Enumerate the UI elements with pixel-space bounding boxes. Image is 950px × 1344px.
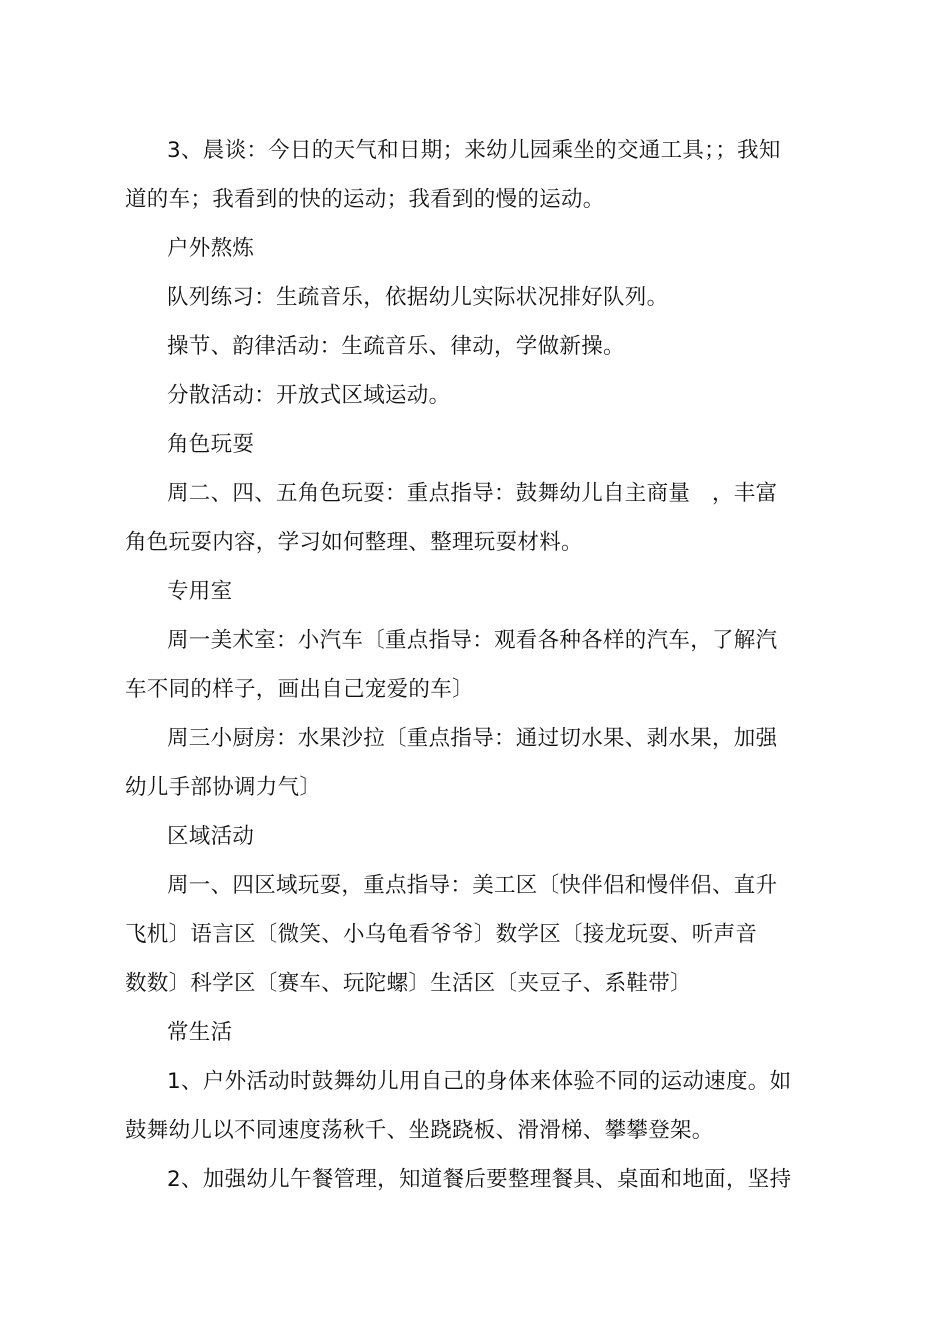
text-line: 周二、四、五角色玩耍：重点指导：鼓舞幼儿自主商量 ，丰富	[167, 481, 778, 506]
text-line: 分散活动：开放式区域运动。	[167, 383, 451, 408]
section-heading-role-play	[146, 420, 810, 469]
paragraph-outdoor-speed	[125, 1057, 810, 1155]
section-heading-special-rooms	[146, 567, 810, 616]
text-line: 常生活	[167, 1020, 233, 1045]
text-line: 周三小厨房：水果沙拉〔重点指导：通过切水果、剥水果，加强	[167, 726, 778, 751]
text-line: 操节、韵律活动：生疏音乐、律动，学做新操。	[167, 334, 625, 359]
text-line: 1、户外活动时鼓舞幼儿用自己的身体来体验不同的运动速度。如	[167, 1069, 792, 1094]
paragraph-morning-talk	[125, 126, 810, 224]
paragraph-area-play	[125, 861, 810, 1008]
section-heading-daily-life	[146, 1008, 810, 1057]
text-line: 道的车；我看到的快的运动；我看到的慢的运动。	[125, 187, 605, 212]
text-line: 鼓舞幼儿以不同速度荡秋千、坐跷跷板、滑滑梯、攀攀登架。	[125, 1118, 714, 1143]
text-line: 飞机〕语言区〔微笑、小乌龟看爷爷〕数学区〔接龙玩耍、听声音	[125, 922, 758, 947]
text-line: 角色玩耍	[167, 432, 255, 457]
document-body	[125, 126, 810, 1204]
text-line: 3、晨谈：今日的天气和日期；来幼儿园乘坐的交通工具；；我知	[167, 138, 781, 163]
text-line: 角色玩耍内容，学习如何整理、整理玩耍材料。	[125, 530, 583, 555]
text-line: 数数〕科学区〔赛车、玩陀螺〕生活区〔夹豆子、系鞋带〕	[125, 971, 692, 996]
text-line: 区域活动	[167, 824, 255, 849]
text-line: 车不同的样子，画出自己宠爱的车〕	[125, 677, 474, 702]
paragraph-queue-practice	[146, 273, 810, 322]
text-line: 队列练习：生疏音乐，依据幼儿实际状况排好队列。	[167, 285, 669, 310]
paragraph-art-room	[125, 616, 810, 714]
paragraph-role-play-guidance	[125, 469, 810, 567]
paragraph-kitchen	[125, 714, 810, 812]
paragraph-lunch-management	[146, 1155, 810, 1204]
text-line: 2、加强幼儿午餐管理，知道餐后要整理餐具、桌面和地面，坚持	[167, 1167, 792, 1192]
paragraph-rhythm-activity	[146, 322, 810, 371]
section-heading-area-activity	[146, 812, 810, 861]
text-line: 周一美术室：小汽车〔重点指导：观看各种各样的汽车，了解汽	[167, 628, 778, 653]
text-line: 专用室	[167, 579, 233, 604]
text-line: 户外熬炼	[167, 236, 255, 261]
section-heading-outdoor-exercise	[146, 224, 810, 273]
paragraph-scattered-activity	[146, 371, 810, 420]
text-line: 周一、四区域玩耍，重点指导：美工区〔快伴侣和慢伴侣、直升	[167, 873, 778, 898]
text-line: 幼儿手部协调力气〕	[125, 775, 322, 800]
